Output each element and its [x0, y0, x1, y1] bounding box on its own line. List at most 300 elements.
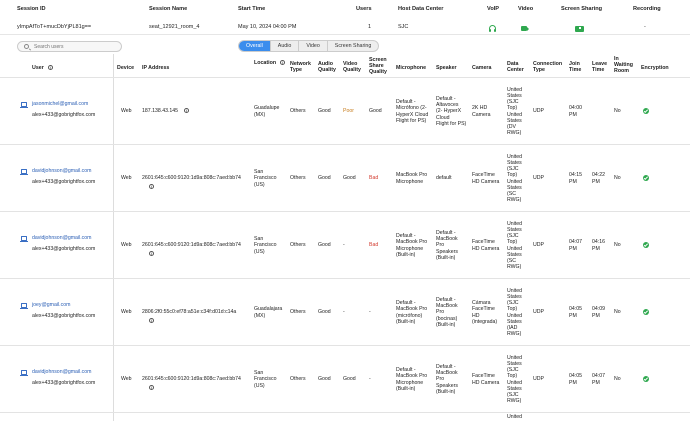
microphone-header-label: Microphone [396, 65, 427, 71]
user-email-link[interactable]: davidjohnson@gmail.com [32, 168, 92, 174]
cell-line: United [507, 178, 522, 185]
tab-video[interactable]: Video [299, 41, 327, 51]
cell-ip: 2601:645:c600:9120:1d9a:808c:7aed:bb74 [142, 242, 241, 248]
session-header-row [0, 4, 690, 18]
quality-tabs [238, 40, 379, 52]
cell-video-quality: Poor [343, 108, 354, 114]
laptop-icon [20, 370, 28, 376]
cell-line: (bocinas) [436, 315, 458, 322]
cell-connection-type: UDP [533, 175, 544, 181]
cell-line: RWG) [507, 197, 522, 204]
cell-network-type: Others [290, 376, 306, 382]
cell-line: (SJC [507, 166, 519, 173]
cell-line: San [254, 236, 264, 243]
encryption-check-icon [643, 175, 649, 181]
cell-audio-quality: Good [318, 108, 331, 114]
cell-data-center [507, 221, 522, 271]
cell-line: Microphone [396, 178, 424, 185]
recording-value: - [644, 24, 646, 30]
cell-ip: 187.138.43.145 [142, 108, 179, 114]
video-quality-header [343, 61, 361, 73]
cell-line: United [507, 379, 522, 386]
cell-speaker [436, 96, 466, 127]
cell-line: San [254, 370, 264, 377]
laptop-base [20, 375, 28, 376]
user-email-link[interactable]: davidjohnson@gmail.com [32, 235, 92, 241]
cell-line: RWG) [507, 264, 522, 271]
participants-header-row [0, 54, 690, 78]
user-email-link[interactable]: jasonmichel@gmail.com [32, 101, 89, 107]
cell-line: Default - [396, 233, 416, 240]
cell-location [254, 236, 277, 255]
cell-line: States [507, 251, 522, 258]
cell-line: (SJC [507, 300, 519, 307]
laptop-icon [20, 303, 28, 309]
cell-line: 04:05 [569, 306, 582, 313]
cell-leave-time [592, 306, 605, 318]
cell-line: States [507, 92, 522, 99]
cell-line: Flight for PS) [436, 120, 467, 127]
cell-line: United [507, 153, 522, 160]
cell-data-center [507, 288, 522, 338]
info-icon[interactable]: i [151, 319, 152, 323]
cell-line: RWG) [507, 130, 522, 137]
cell-line: United [507, 414, 522, 420]
screen-share-quality-header [369, 57, 387, 76]
cell-line: (SC [507, 190, 516, 197]
cell-waiting-room: No [614, 108, 621, 114]
laptop-base [20, 174, 28, 175]
cell-line: 04:16 [592, 239, 605, 246]
cell-line: Top) [507, 105, 518, 112]
cell-line: MacBook [436, 303, 458, 310]
cell-data-center [507, 87, 522, 137]
cell-line: (MX) [254, 312, 266, 319]
cell-line: Speakers [436, 382, 458, 389]
cell-line: States [507, 117, 522, 124]
start-time-header: Start Time [238, 6, 266, 12]
cell-speaker [436, 364, 458, 395]
cell-line: Cloud [436, 114, 450, 121]
cell-line: (US) [254, 382, 265, 389]
cell-line: Altavoces [436, 102, 459, 109]
cell-line: States [507, 385, 522, 392]
waiting-room-header-line: Waiting [614, 62, 633, 69]
cell-connection-type: UDP [533, 108, 544, 114]
cell-video-quality: Good [343, 175, 356, 181]
screen-share-quality-header-line: Quality [369, 69, 387, 76]
info-icon[interactable]: i [49, 66, 51, 71]
cell-line: PM [569, 245, 577, 252]
info-icon[interactable]: i [151, 185, 152, 189]
waiting-room-header [614, 56, 633, 75]
video-header: Video [518, 6, 534, 12]
user-alias: alex+433@gobrightfox.com [32, 112, 96, 118]
screen-sharing-header: Screen Sharing [561, 6, 603, 12]
participants-table [0, 54, 690, 421]
cell-line: 2K HD [472, 105, 488, 112]
cell-screen-share-quality: - [369, 309, 371, 315]
cell-device: Web [121, 242, 132, 248]
cell-waiting-room: No [614, 309, 621, 315]
cell-waiting-room: No [614, 242, 621, 248]
device-header [117, 65, 134, 71]
screen-share-quality-header-line: Screen [369, 57, 387, 63]
cell-leave-time [592, 373, 605, 385]
leave-time-header [592, 61, 607, 73]
cell-line: (SJC [507, 391, 519, 398]
cell-line: (integrada) [472, 318, 498, 325]
info-icon[interactable]: i [151, 386, 152, 390]
audio-quality-header [318, 61, 336, 73]
cell-line: 04:07 [569, 239, 582, 246]
cell-ip: 2601:645:c600:9120:1d9a:808c:7aed:bb74 [142, 175, 241, 181]
cell-line: MacBook [436, 236, 458, 243]
laptop-icon [20, 236, 28, 242]
cell-join-time [569, 172, 582, 184]
cell-waiting-room: No [614, 175, 621, 181]
cell-line: PM [569, 312, 577, 319]
cell-line: United [507, 220, 522, 227]
cell-line: Speakers [436, 248, 458, 255]
cell-line: FaceTime [472, 373, 495, 380]
video-camera-icon [521, 26, 527, 31]
video-quality-header-line: Quality [343, 67, 361, 74]
info-icon[interactable]: i [186, 109, 187, 113]
cell-video-quality: Good [343, 376, 356, 382]
cell-screen-share-quality: Bad [369, 242, 379, 248]
cell-line: Flight for PS) [396, 117, 427, 124]
cell-line: Pro [436, 242, 445, 249]
cell-join-time [569, 306, 582, 318]
cell-line: Default - [396, 367, 416, 374]
cell-line: Top) [507, 306, 518, 313]
cell-line: United [507, 354, 522, 361]
cell-leave-time [592, 172, 605, 184]
users-value: 1 [368, 24, 372, 30]
join-time-header-line: Time [569, 67, 582, 74]
cell-line: PM [569, 379, 577, 386]
tab-screen-sharing[interactable]: Screen Sharing [334, 43, 372, 49]
cell-audio-quality: Good [318, 242, 331, 248]
cell-ip: 2806:2f0:55c0:ef78:a51e:c34f:d01d:c14a [142, 309, 237, 315]
info-icon[interactable]: i [282, 61, 284, 66]
cell-line: (US) [254, 248, 265, 255]
location-header [254, 60, 285, 66]
cell-line: Default - [436, 230, 456, 236]
cell-microphone [396, 233, 427, 258]
cell-screen-share-quality: Bad [369, 175, 379, 181]
search-input[interactable] [34, 43, 119, 51]
cell-line: PM [592, 379, 600, 386]
laptop-icon [20, 169, 28, 175]
session-name-value: seat_12921_room_4 [149, 24, 200, 30]
cell-camera [472, 300, 497, 325]
cell-line: Cámara [472, 300, 491, 307]
cell-join-time [569, 373, 582, 385]
encryption-check-icon [643, 309, 649, 315]
cell-screen-share-quality: Good [369, 108, 382, 114]
cell-line: Top) [507, 373, 518, 380]
cell-line: HD Camera [472, 379, 500, 386]
cell-line: MacBook Pro [396, 373, 428, 380]
cell-line: 04:05 [569, 373, 582, 380]
cell-microphone [396, 300, 427, 325]
cell-line: Camera [472, 111, 491, 118]
cell-line: (2- HyperX [436, 108, 462, 115]
cell-line: PM [569, 111, 577, 118]
camera-header [472, 65, 491, 71]
encryption-header [641, 65, 669, 71]
cell-line: Microphone [396, 379, 424, 386]
cell-line: Francisco [254, 242, 277, 249]
cell-line: (SJC [507, 233, 519, 240]
cell-line: Default - [396, 300, 416, 307]
cell-line: MacBook Pro [396, 239, 428, 246]
cell-location [254, 169, 277, 188]
search-box[interactable] [17, 41, 122, 52]
cell-line: Top) [507, 239, 518, 246]
cell-line: Guadalajara [254, 306, 283, 313]
network-type-header [290, 61, 311, 73]
speaker-header [436, 65, 457, 71]
cell-line: 04:15 [569, 172, 582, 179]
start-time-value: May 10, 2024 04:00 PM [238, 24, 297, 30]
cell-camera [472, 373, 499, 385]
voip-header: VoIP [487, 6, 500, 12]
cell-line: FaceTime [472, 172, 495, 179]
cell-line: United [507, 86, 522, 93]
info-icon[interactable]: i [151, 252, 152, 256]
table-row [0, 212, 690, 279]
cell-line: PM [592, 312, 600, 319]
user-alias: alex+433@gobrightfox.com [32, 380, 96, 386]
controls-bar [0, 38, 690, 54]
cell-line: 04:09 [592, 306, 605, 313]
cell-line: Micrófono (2- [396, 105, 427, 112]
cell-network-type: Others [290, 309, 306, 315]
cell-line: States [507, 318, 522, 325]
cell-line: (MX) [254, 111, 266, 118]
screen-share-quality-header-line: Share [369, 63, 384, 70]
cell-line: default [436, 175, 452, 182]
session-name-header: Session Name [149, 6, 188, 12]
cell-line: RWG) [507, 331, 522, 338]
user-email-link[interactable]: davidjohnson@gmail.com [32, 369, 92, 375]
microphone-header [396, 65, 426, 71]
cell-audio-quality: Good [318, 376, 331, 382]
cell-line: (Built-in) [396, 385, 416, 392]
cell-line: Default - [436, 364, 456, 370]
data-center-header-line: Center [507, 67, 524, 74]
cell-connection-type: UDP [533, 309, 544, 315]
laptop-icon [20, 102, 28, 108]
waiting-room-header-line: In [614, 56, 619, 62]
cell-line: States [507, 184, 522, 191]
search-icon [24, 44, 29, 49]
cell-speaker [436, 297, 458, 328]
cell-line: MacBook Pro [396, 306, 428, 313]
cell-audio-quality: Good [318, 309, 331, 315]
cell-line: 04:07 [592, 373, 605, 380]
connection-type-header-line: Type [533, 67, 545, 74]
audio-quality-header-line: Audio [318, 61, 334, 67]
laptop-base [20, 107, 28, 108]
cell-line: (micrófono) [396, 312, 423, 319]
data-center-header [507, 61, 524, 73]
cell-camera [472, 239, 499, 251]
cell-line: Francisco [254, 175, 277, 182]
cell-line: HD Camera [472, 245, 500, 252]
cell-connection-type: UDP [533, 376, 544, 382]
table-row [0, 78, 690, 145]
cell-network-type: Others [290, 175, 306, 181]
cell-location [254, 370, 277, 389]
host-data-center-value: SJC [398, 24, 409, 30]
cell-line: PM [592, 245, 600, 252]
cell-line: Default - [396, 99, 416, 106]
encryption-check-icon [643, 242, 649, 248]
network-type-header-line: Network [290, 61, 311, 67]
cell-line: (Built-in) [436, 388, 456, 395]
cell-line: United [507, 287, 522, 294]
tab-overall[interactable]: Overall [239, 41, 271, 51]
cell-device: Web [121, 108, 132, 114]
table-row [0, 413, 690, 421]
cell-microphone [396, 367, 427, 392]
cell-line: FaceTime [472, 239, 495, 246]
cell-video-quality: - [343, 309, 345, 315]
cell-line: Pro [436, 376, 445, 383]
user-alias: alex+433@gobrightfox.com [32, 313, 96, 319]
cell-network-type: Others [290, 242, 306, 248]
audio-quality-header-line: Quality [318, 67, 336, 74]
cell-line: (SJC [507, 99, 519, 106]
cell-line: RWG) [507, 398, 522, 405]
screen-share-icon [575, 26, 584, 32]
cell-line: United [507, 245, 522, 252]
cell-line: Pro [436, 309, 445, 316]
cell-line: United [507, 111, 522, 118]
table-row [0, 346, 690, 413]
cell-line: (Built-in) [436, 254, 456, 261]
user-header [32, 65, 53, 71]
cell-screen-share-quality: - [369, 376, 371, 382]
ip-address-header [142, 65, 169, 71]
video-quality-header-line: Video [343, 61, 358, 67]
data-center-header-line: Data [507, 61, 519, 67]
tab-audio[interactable]: Audio [271, 41, 300, 51]
laptop-base [20, 308, 28, 309]
leave-time-header-line: Time [592, 67, 605, 74]
cell-line: MacBook [436, 370, 458, 377]
user-alias: alex+433@gobrightfox.com [32, 179, 96, 185]
cell-data-center [507, 154, 522, 204]
ip-address-header-label: IP Address [142, 65, 170, 71]
cell-line: San [254, 169, 264, 176]
table-row [0, 279, 690, 346]
cell-data-center [507, 414, 522, 420]
cell-line: 04:22 [592, 172, 605, 179]
connection-type-header [533, 61, 562, 73]
cell-location [254, 105, 279, 117]
cell-line: Microphone [396, 245, 424, 252]
cell-line: States [507, 159, 522, 166]
cell-line: (US) [254, 181, 265, 188]
cell-audio-quality: Good [318, 175, 331, 181]
cell-line: PM [569, 178, 577, 185]
cell-line: States [507, 293, 522, 300]
encryption-check-icon [643, 376, 649, 382]
join-time-header [569, 61, 581, 73]
session-values-row [0, 22, 690, 35]
cell-speaker [436, 175, 452, 181]
cell-camera [472, 105, 490, 117]
cell-join-time [569, 239, 582, 251]
cell-microphone [396, 172, 427, 184]
session-id-value: yImpAfToT+mucDbYjPL81g== [17, 24, 92, 30]
cell-line: States [507, 360, 522, 367]
cell-line: HyperX Cloud [396, 111, 429, 118]
table-row [0, 145, 690, 212]
cell-line: (SC [507, 257, 516, 264]
speaker-header-label: Speaker [436, 65, 457, 71]
cell-device: Web [121, 175, 132, 181]
cell-line: Top) [507, 172, 518, 179]
session-summary-table [0, 0, 690, 30]
location-header-label: Location [254, 60, 277, 66]
user-alias: alex+433@gobrightfox.com [32, 246, 96, 252]
cell-ip: 2601:645:c600:9120:1d9a:808c:7aed:bb74 [142, 376, 241, 382]
cell-connection-type: UDP [533, 242, 544, 248]
cell-line: Guadalupe [254, 105, 280, 112]
cell-line: FaceTime [472, 306, 495, 313]
cell-line: States [507, 226, 522, 233]
cell-line: (SJC [507, 367, 519, 374]
cell-line: (Built-in) [436, 321, 456, 328]
join-time-header-line: Join [569, 61, 580, 67]
laptop-base [20, 241, 28, 242]
cell-line: (Built-in) [396, 318, 416, 325]
cell-line: MacBook Pro [396, 172, 428, 179]
cell-camera [472, 172, 499, 184]
user-header-label: User [32, 65, 44, 71]
recording-header: Recording [633, 6, 661, 12]
cell-line: United [507, 312, 522, 319]
cell-network-type: Others [290, 108, 306, 114]
cell-leave-time [592, 239, 605, 251]
participants-body [0, 78, 690, 421]
cell-line: HD Camera [472, 178, 500, 185]
cell-line: Default - [436, 96, 456, 102]
cell-device: Web [121, 376, 132, 382]
session-id-header: Session ID [17, 6, 46, 12]
cell-line: (DV [507, 123, 516, 130]
leave-time-header-line: Leave [592, 61, 608, 67]
camera-header-label: Camera [472, 65, 492, 71]
user-email-link[interactable]: joey@gmail.com [32, 302, 71, 308]
cell-speaker [436, 230, 458, 261]
cell-video-quality: - [343, 242, 345, 248]
cell-waiting-room: No [614, 376, 621, 382]
cell-microphone [396, 99, 428, 124]
waiting-room-header-line: Room [614, 68, 630, 75]
cell-location [254, 306, 282, 318]
cell-data-center [507, 355, 522, 405]
network-type-header-line: Type [290, 67, 302, 74]
host-data-center-header: Host Data Center [398, 6, 444, 12]
encryption-check-icon [643, 108, 649, 114]
